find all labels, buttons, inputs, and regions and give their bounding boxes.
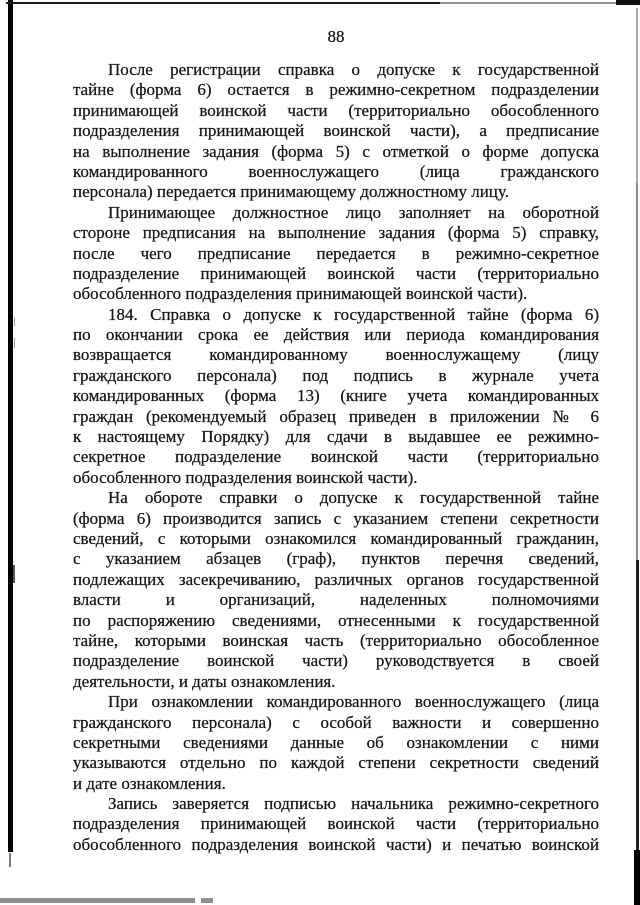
text-line: секретными сведениями данные об ознакомлении с ними (73, 732, 599, 752)
text-line: обособленного подразделения принимающей воинской части). (73, 284, 528, 304)
text-line: на выполнение задания (форма 5) с отметкой о форме допуска (73, 141, 599, 161)
paragraph (73, 60, 599, 203)
scan-artifact-bottom-segment (201, 898, 213, 903)
text-line: обособленного подразделения воинской части). (73, 467, 418, 487)
text-line: стороне предписания на выполнение задания (форма 5) справку, (73, 223, 599, 243)
paragraph (73, 488, 599, 692)
text-line: деятельности, и даты ознакомления. (73, 671, 336, 691)
scan-edge-top-dark (6, 2, 440, 4)
paragraph (73, 305, 599, 489)
text-line: тайне, которыми воинская часть (территориально обособленное (73, 630, 599, 650)
text-line: к настоящему Порядку) для сдачи в выдавшее ее режимно- (73, 427, 599, 447)
text-line: Запись заверяется подписью начальника режимно-секретного (108, 794, 599, 814)
text-line: принимающей воинской части (территориально обособленного (73, 100, 599, 120)
scan-speck (14, 318, 15, 326)
text-line: При ознакомлении командированного военнослужащего (лица (108, 692, 599, 712)
text-line: после чего предписание передается в режимно-секретное (73, 243, 599, 263)
text-line: персонала) передается принимающему должностному лицу. (73, 182, 509, 202)
text-line: командированных (форма 13) (книге учета командированных (73, 386, 599, 406)
paragraph (73, 203, 599, 305)
scan-corner-top-right (616, 0, 640, 5)
text-line: секретное подразделение воинской части (территориально (73, 447, 599, 467)
text-line: командированного военнослужащего (лица гражданского (73, 161, 599, 181)
text-line: и дате ознакомления. (73, 773, 226, 793)
document-content (73, 27, 599, 855)
paragraph (73, 692, 599, 794)
scan-speck (13, 565, 15, 583)
scan-edge-top-gray (440, 2, 630, 4)
text-line: подразделения принимающей воинской части), а предписание (73, 121, 599, 141)
scan-edge-right-middle (636, 183, 638, 560)
paragraph (73, 794, 599, 855)
text-line: власти и организаций, наделенных полномочиями (73, 590, 599, 610)
text-line: подразделения принимающей воинской части (территориально (73, 814, 599, 834)
text-line: подразделение воинской части) руководствуется в своей (73, 651, 599, 671)
text-line: сведений, с которыми ознакомился командированный гражданин, (73, 528, 599, 548)
text-line: Принимающее должностное лицо заполняет на оборотной (108, 202, 599, 222)
text-line: гражданского персонала) под подпись в журнале учета (73, 365, 599, 385)
text-line: гражданского персонала) с особой важности и совершенно (73, 712, 599, 732)
page-number: 88 (327, 27, 345, 46)
text-line: На обороте справки о допуске к государственной тайне (108, 488, 599, 508)
scan-edge-right-upper (636, 8, 638, 183)
text-line: указываются отдельно по каждой степени секретности сведений (73, 753, 599, 773)
text-line: После регистрации справка о допуске к государственной (108, 60, 599, 79)
scan-edge-left (8, 0, 13, 852)
text-line: 184. Справка о допуске к государственной тайне (форма 6) (108, 304, 599, 324)
text-line: тайне (форма 6) остается в режимно-секретном подразделении (73, 80, 599, 100)
text-line: подразделение принимающей воинской части (территориально (73, 263, 599, 283)
text-line: по распоряжению сведениями, отнесенными к государственной (73, 610, 599, 630)
scan-edge-right-lower (636, 560, 639, 850)
text-line: подлежащих засекречиванию, различных органов государственной (73, 569, 599, 589)
scan-edge-right-bottom (634, 850, 640, 905)
text-line: по окончании срока ее действия или периода командирования (73, 325, 599, 345)
text-block (73, 60, 599, 855)
scan-edge-left-tail (9, 853, 11, 867)
text-line: возвращается командированному военнослужащему (лицу (73, 345, 599, 365)
text-line: обособленного подразделения воинской части) и печатью воинской (73, 834, 599, 854)
text-line: граждан (рекомендуемый образец приведен в приложении № 6 (73, 406, 599, 426)
text-line: с указанием абзацев (граф), пунктов перечня сведений, (73, 549, 599, 569)
text-line: (форма 6) производится запись с указанием степени секретности (73, 508, 599, 528)
scan-artifact-bottom-line (0, 898, 195, 903)
scan-speck (14, 338, 15, 348)
